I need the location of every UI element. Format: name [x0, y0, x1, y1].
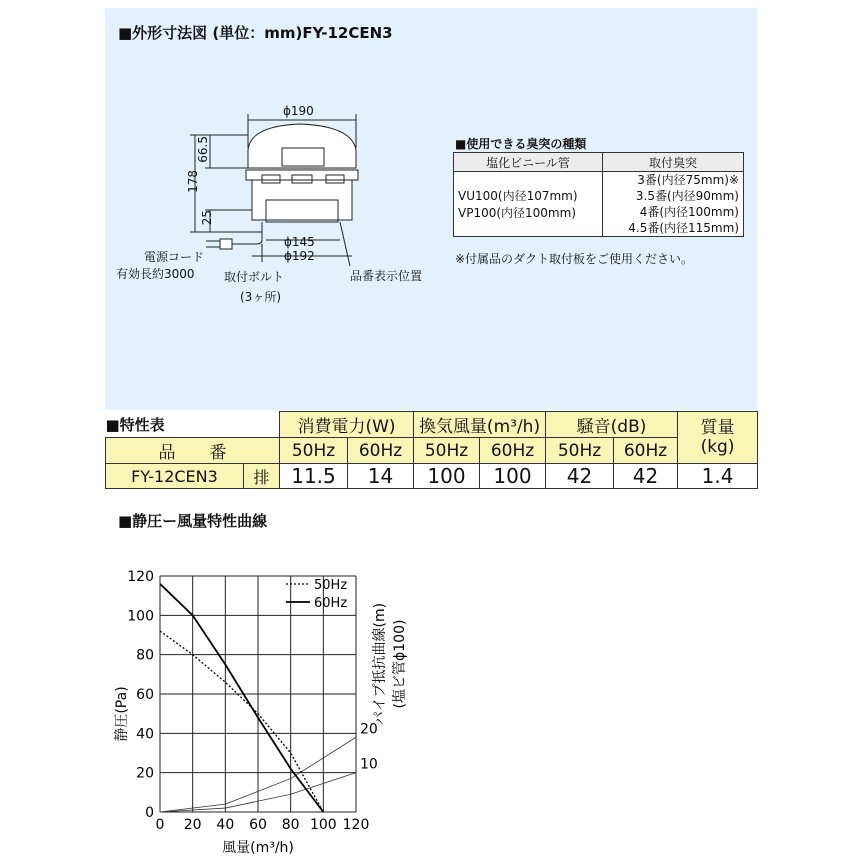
fitting-header: 取付臭突 [603, 153, 744, 172]
col-mass [678, 412, 758, 464]
y-tick-label: 100 [127, 608, 154, 625]
type-cell: 排 [244, 464, 280, 489]
value-cell: 100 [480, 464, 546, 489]
fitting-item: 3番(内径75mm)※ [637, 173, 739, 187]
fitting-item: 4.5番(内径115mm) [628, 221, 739, 235]
dim-66-5: 66.5 [196, 136, 210, 163]
x-tick-label: 40 [216, 817, 235, 833]
series-line-50hz [160, 631, 323, 812]
pipe-header: 塩化ビニール管 [454, 153, 603, 172]
fitting-list [603, 172, 744, 237]
pipe-table-title: ■使用できる臭突の種類 [455, 137, 587, 151]
spec-table [105, 411, 758, 489]
legend-label: 60Hz [314, 596, 348, 611]
hz-cell: 50Hz [280, 438, 348, 464]
col-airflow: 換気風量(m³/h) [414, 412, 546, 438]
dim-phi192: ϕ192 [284, 249, 315, 263]
value-cell: 42 [614, 464, 678, 489]
x-tick-label: 120 [342, 817, 370, 833]
legend-label: 50Hz [314, 578, 348, 593]
value-cell: 14 [348, 464, 414, 489]
hz-cell: 60Hz [480, 438, 546, 464]
pipe-list [454, 172, 603, 237]
bolt-count: (3ヶ所) [240, 290, 281, 304]
x-tick-label: 0 [155, 817, 165, 833]
y-tick-label: 20 [136, 765, 154, 782]
mass-unit: (kg) [700, 436, 735, 457]
hz-cell: 50Hz [546, 438, 614, 464]
pipe-table [453, 152, 744, 237]
y-tick-label: 40 [136, 726, 154, 743]
pipe-note: ※付属品のダクト取付板をご使用ください。 [455, 252, 694, 266]
value-cell: 1.4 [678, 464, 758, 489]
pq-chart [0, 540, 859, 859]
curve-title: ■静圧ー風量特性曲線 [118, 512, 268, 530]
y-tick-label: 120 [127, 569, 154, 585]
resistance-curve-label: 20 [360, 721, 378, 738]
right-axis-label: パイプ抵抗曲線(m) [372, 602, 388, 726]
col-noise: 騒音(dB) [546, 412, 678, 438]
x-tick-label: 100 [309, 817, 337, 833]
x-axis-label: 風量(m³/h) [222, 840, 294, 856]
x-tick-label: 60 [249, 817, 267, 833]
pipe-item: VU100(内径107mm) [458, 189, 578, 203]
hz-cell: 60Hz [614, 438, 678, 464]
col-power: 消費電力(W) [280, 412, 414, 438]
right-axis-sublabel: (塩ビ管ϕ100) [392, 619, 408, 709]
spec-title: ■特性表 [106, 412, 280, 438]
dim-25: 25 [200, 210, 214, 226]
mass-label: 質量 [700, 417, 735, 438]
x-tick-label: 80 [281, 817, 300, 833]
dim-phi190: ϕ190 [283, 104, 314, 118]
hz-cell: 50Hz [414, 438, 480, 464]
x-tick-label: 20 [183, 817, 202, 833]
col-model: 品 番 [106, 438, 280, 464]
model-cell: FY-12CEN3 [106, 464, 244, 489]
fitting-item: 4番(内径100mm) [639, 205, 739, 219]
resistance-curve-label: 10 [360, 756, 378, 773]
y-tick-label: 60 [136, 687, 154, 703]
cord-length: 有効長約3000 [116, 267, 195, 281]
value-cell: 11.5 [280, 464, 348, 489]
fitting-item: 3.5番(内径90mm) [635, 189, 739, 203]
y-tick-label: 80 [136, 647, 154, 664]
cord-label: 電源コード [144, 250, 205, 264]
dim-178: 178 [186, 170, 200, 193]
value-cell: 100 [414, 464, 480, 489]
pipe-item: VP100(内径100mm) [458, 206, 576, 220]
dimension-title: ■外形寸法図 (単位：mm)FY-12CEN3 [118, 24, 393, 42]
dim-phi145: ϕ145 [284, 235, 315, 249]
model-position-label: 品番表示位置 [350, 269, 423, 283]
value-cell: 42 [546, 464, 614, 489]
y-tick-label: 0 [145, 805, 154, 821]
bolt-label: 取付ボルト [224, 270, 285, 284]
hz-cell: 60Hz [348, 438, 414, 464]
y-axis-label: 静圧(Pa) [114, 686, 130, 742]
fan-cap-vent [282, 148, 324, 166]
